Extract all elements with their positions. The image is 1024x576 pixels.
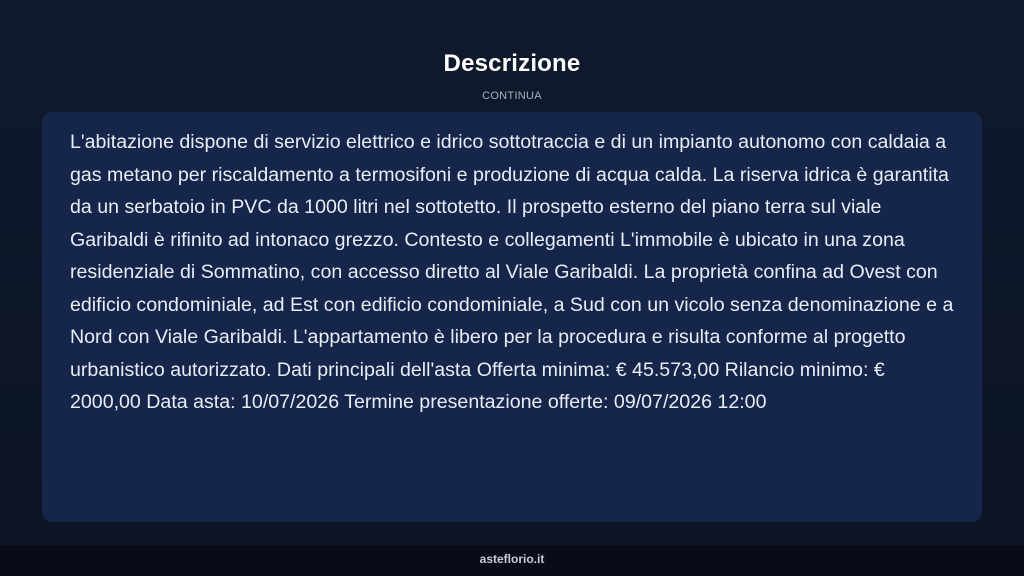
- continue-label: CONTINUA: [482, 90, 542, 102]
- footer-site-label: asteflorio.it: [479, 552, 545, 566]
- description-card: [42, 112, 982, 522]
- description-text: L'abitazione dispone di servizio elettrico e idrico sottotraccia e di un impianto autonomo con caldaia a gas metano per riscaldamento a termosifoni e produzione di acqua calda. La riserva idrica è garantita da un serbatoio in PVC da 1000 litri nel sottotetto. Il prospetto esterno del piano terra sul viale Garibaldi è rifinito ad intonaco grezzo. Contesto e collegamenti L'immobile è ubicato in una zona residenziale di Sommatino, con accesso diretto al Viale Garibaldi. La proprietà confina ad Ovest con edificio condominiale, ad Est con edificio condominiale, a Sud con un vicolo senza denominazione e a Nord con Viale Garibaldi. L'appartamento è libero per la procedura e risulta conforme al progetto urbanistico autorizzato. Dati principali dell'asta Offerta minima: € 45.573,00 Rilancio minimo: € 2000,00 Data asta: 10/07/2026 Termine presentazione offerte: 09/07/2026 12:00: [70, 131, 954, 413]
- page-title: Descrizione: [443, 50, 581, 77]
